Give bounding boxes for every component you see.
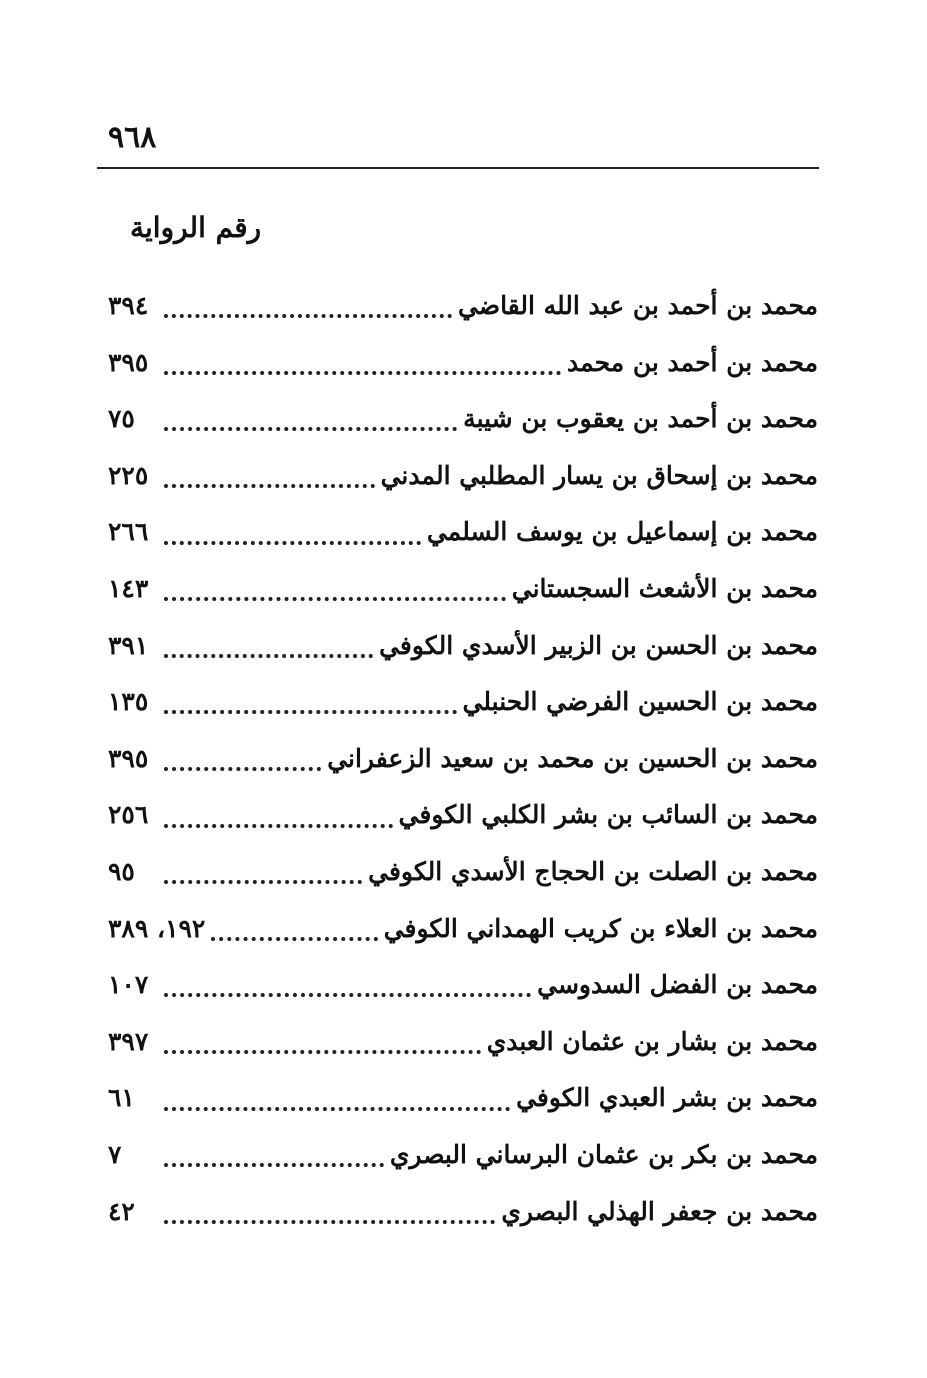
index-entry — [108, 561, 818, 618]
header-rule — [97, 167, 819, 169]
entry-name: محمد بن جعفر الهذلي البصري — [501, 1196, 818, 1226]
index-entry — [108, 618, 818, 675]
entry-reference: ٩٥ — [108, 856, 135, 886]
index-entry — [108, 1070, 818, 1127]
entry-reference: ٧٥ — [108, 404, 135, 434]
dot-leader — [164, 993, 531, 997]
index-entry — [108, 674, 818, 731]
entry-reference: ٣٩٥ — [108, 743, 149, 773]
entry-name: محمد بن السائب بن بشر الكلبي الكوفي — [398, 800, 818, 830]
index-entry — [108, 504, 818, 561]
dot-leader — [164, 880, 362, 884]
dot-leader — [164, 484, 375, 488]
index-entry — [108, 448, 818, 505]
index-entry — [108, 1127, 818, 1184]
index-list — [108, 278, 818, 1240]
entry-reference: ٣٩١ — [108, 630, 149, 660]
dot-leader — [164, 597, 506, 601]
entry-reference: ٢٦٦ — [108, 517, 149, 547]
index-entry — [108, 731, 818, 788]
entry-name: محمد بن بشر العبدي الكوفي — [516, 1083, 818, 1113]
index-entry — [108, 335, 818, 392]
entry-reference: ١٩٢، ٣٨٩ — [108, 913, 206, 943]
entry-reference: ٢٥٦ — [108, 800, 149, 830]
dot-leader — [164, 767, 321, 771]
entry-reference: ١٤٣ — [108, 573, 149, 603]
index-entry — [108, 901, 818, 958]
column-heading: رقم الرواية — [130, 211, 262, 244]
entry-reference: ٢٢٥ — [108, 460, 149, 490]
entry-name: محمد بن الحسن بن الزبير الأسدي الكوفي — [379, 630, 818, 660]
dot-leader — [164, 371, 561, 375]
entry-reference: ١٣٥ — [108, 687, 149, 717]
dot-leader — [164, 1220, 495, 1224]
dot-leader — [164, 1050, 481, 1054]
entry-name: محمد بن أحمد بن يعقوب بن شيبة — [463, 404, 818, 434]
dot-leader — [164, 541, 421, 545]
entry-name: محمد بن العلاء بن كريب الهمداني الكوفي — [383, 913, 818, 943]
entry-name: محمد بن الصلت بن الحجاج الأسدي الكوفي — [368, 856, 818, 886]
entry-name: محمد بن الأشعث السجستاني — [511, 573, 818, 603]
index-entry — [108, 844, 818, 901]
entry-name: محمد بن الحسين الفرضي الحنبلي — [462, 687, 818, 717]
entry-name: محمد بن بشار بن عثمان العبدي — [486, 1026, 818, 1056]
entry-reference: ٣٩٧ — [108, 1026, 149, 1056]
entry-name: محمد بن أحمد بن عبد الله القاضي — [458, 291, 818, 320]
index-entry — [108, 278, 818, 335]
dot-leader — [164, 824, 393, 828]
entry-name: محمد بن أحمد بن محمد — [567, 347, 818, 377]
index-entry — [108, 391, 818, 448]
entry-name: محمد بن الحسين بن محمد بن سعيد الزعفراني — [327, 743, 818, 773]
entry-reference: ٧ — [108, 1139, 122, 1169]
entry-reference: ٣٩٥ — [108, 347, 149, 377]
dot-leader — [164, 427, 457, 431]
dot-leader — [164, 654, 373, 658]
dot-leader — [164, 314, 452, 318]
index-entry — [108, 1184, 818, 1241]
entry-name: محمد بن الفضل السدوسي — [537, 970, 818, 1000]
dot-leader — [164, 710, 457, 714]
page-number: ٩٦٨ — [108, 120, 157, 155]
dot-leader — [164, 1163, 384, 1167]
entry-reference: ٤٢ — [108, 1196, 135, 1226]
entry-name: محمد بن بكر بن عثمان البرساني البصري — [389, 1139, 818, 1169]
index-entry — [108, 787, 818, 844]
entry-reference: ٣٩٤ — [108, 291, 149, 320]
index-entry — [108, 957, 818, 1014]
dot-leader — [211, 937, 377, 941]
entry-name: محمد بن إسماعيل بن يوسف السلمي — [426, 517, 818, 547]
entry-reference: ١٠٧ — [108, 970, 149, 1000]
entry-reference: ٦١ — [108, 1083, 135, 1113]
entry-name: محمد بن إسحاق بن يسار المطلبي المدني — [380, 460, 818, 490]
dot-leader — [164, 1107, 510, 1111]
index-entry — [108, 1014, 818, 1071]
